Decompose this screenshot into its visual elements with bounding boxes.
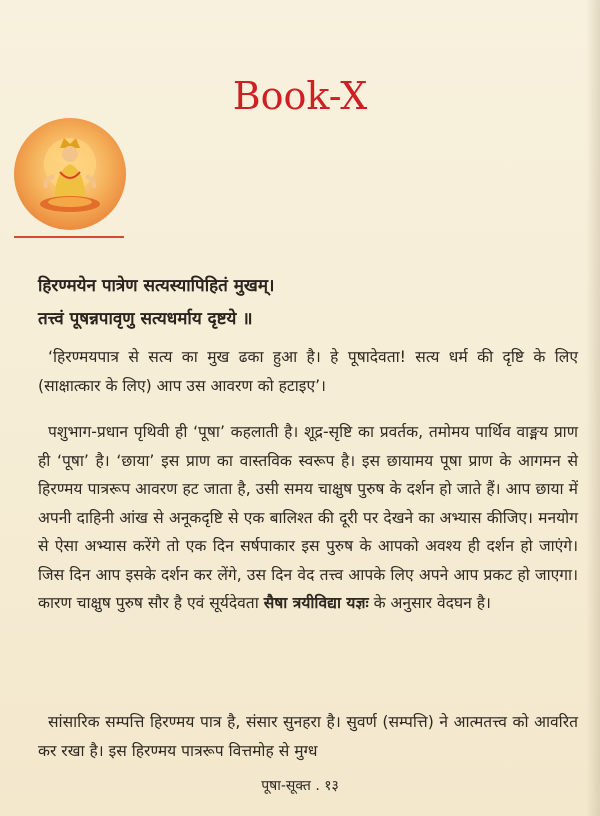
verse-line-1: हिरण्मयेन पात्रेण सत्यस्यापिहितं मुखम्। — [38, 276, 275, 296]
page-footer: पूषा-सूक्त . १३ — [261, 778, 339, 794]
paragraph-2-ending: के अनुसार वेदघन है। — [373, 594, 491, 612]
paragraph-3-text: सांसारिक सम्पत्ति हिरण्मय पात्र है, संसार सुनहरा है। सुवर्ण (सम्पत्ति) ने आत्मतत्त्व को आवरित कर रखा है। इस हिरण्मय पात्ररूप वित्तमोह से मुग्ध — [38, 713, 578, 760]
paragraph-2 — [38, 418, 578, 618]
book-title: Book-X — [232, 74, 368, 118]
paragraph-1-text: ‘हिरण्मयपात्र से सत्य का मुख ढका हुआ है। हे पूषादेवता! सत्य धर्म की दृष्टि के लिए (साक्षात्कार के लिए) आप उस आवरण को हटाइए’। — [38, 348, 578, 395]
paragraph-1 — [38, 343, 578, 400]
paragraph-2-text: पशुभाग-प्रधान पृथिवी ही ‘पूषा’ कहलाती है। शूद्र-सृष्टि का प्रवर्तक, तमोमय पार्थिव वाङ्मय प्राण ही ‘पूषा’ है। ‘छाया’ इस प्राण का वास्तविक स्वरूप है। इस छायामय पूषा प्राण के आगमन से हिरण्मय पात्ररूप आवरण हट जाता है, उसी समय चाक्षुष पुरुष के दर्शन हो जाते हैं। आप छाया में अपनी दाहिनी आंख से अनूकदृष्टि से एक बालिश्त की दूरी पर देखने का अभ्यास कीजिए। मनयोग से ऐसा अभ्यास करेंगे तो एक दिन सर्षपाकार इस पुरुष के आपको अवश्य ही दर्शन हो जाएंगे। जिस दिन आप इसके दर्शन कर लेंगे, उस दिन वेद तत्त्व आपके लिए अपने आप प्रकट हो जाएगा। कारण चाक्षुष पुरुष सौर है एवं सूर्यदेवता — [38, 423, 578, 612]
ornament-rule — [14, 236, 124, 238]
page-edge-shadow — [586, 0, 600, 816]
verse-line-2: तत्त्वं पूषन्नपावृणु सत्यधर्माय दृष्टये ॥ — [38, 309, 253, 329]
paragraph-3 — [38, 708, 578, 765]
paragraph-2-bold-phrase: सैषा त्रयीविद्या यज्ञः — [263, 594, 369, 612]
deity-emblem-icon — [14, 118, 126, 230]
